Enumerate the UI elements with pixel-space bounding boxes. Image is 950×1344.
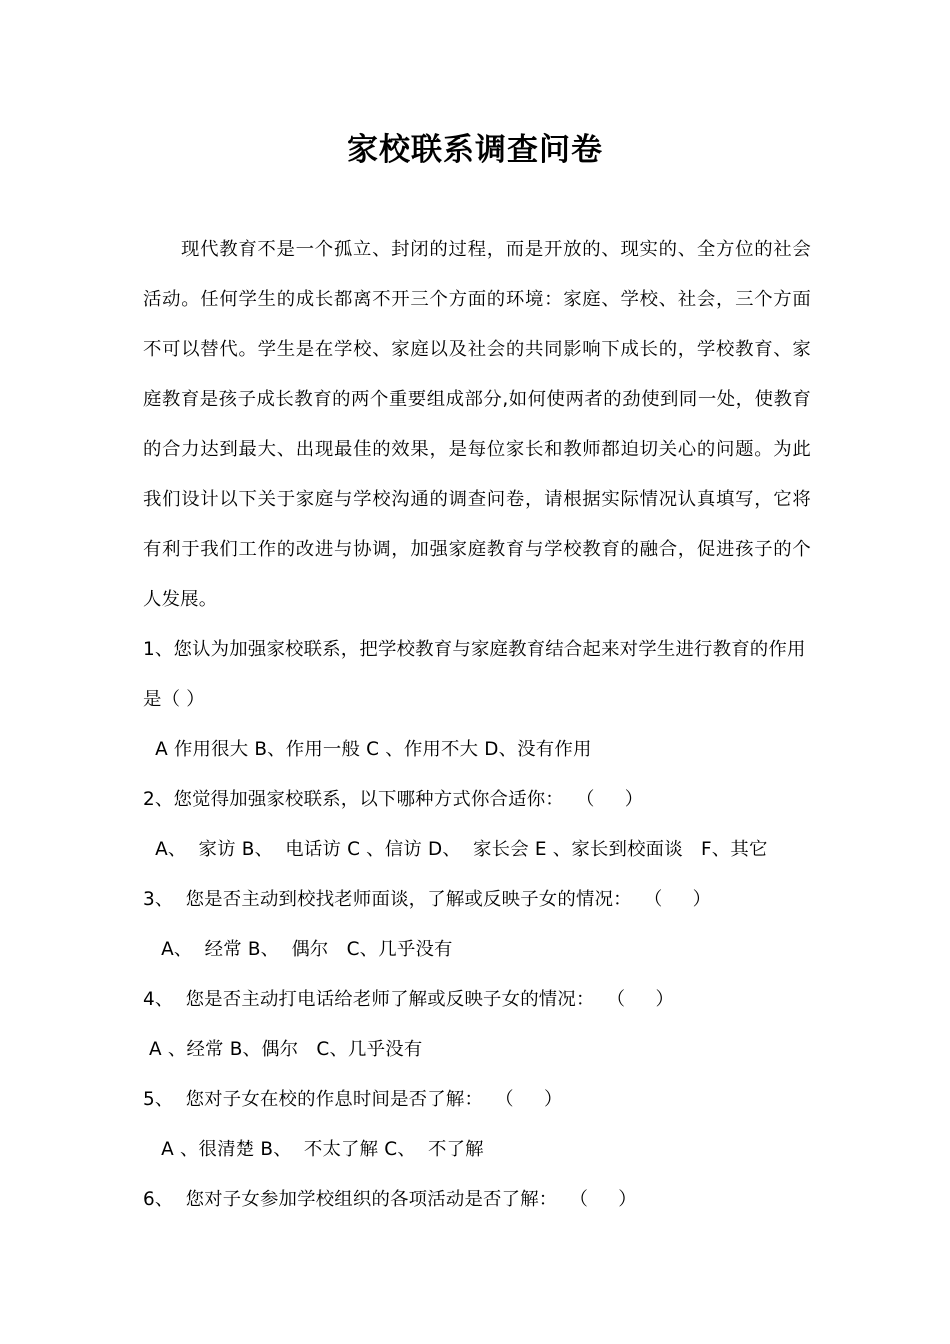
intro-paragraph: 现代教育不是一个孤立、封闭的过程，而是开放的、现实的、全方位的社会活动。任何学生的成长都离不开三个方面的环境：家庭、学校、社会，三个方面不可以替代。学生是在学校、家庭以及社会的共同影响下成长的，学校教育、家庭教育是孩子成长教育的两个重要组成部分,如何使两者的劲使到同一处，使教育的合力达到最大、出现最佳的效果，是每位家长和教师都迫切关心的问题。为此我们设计以下关于家庭与学校沟通的调查问卷，请根据实际情况认真填写，它将有利于我们工作的改进与协调，加强家庭教育与学校教育的融合，促进孩子的个人发展。	[143, 239, 811, 610]
question-3: 3、 您是否主动到校找老师面谈，了解或反映子女的情况： （ ）	[143, 889, 712, 910]
question-5: 5、 您对子女在校的作息时间是否了解： （ ）	[143, 1089, 563, 1110]
document-body	[143, 225, 811, 1225]
question-2-options: A、 家访 B、 电话访 C 、信访 D、 家长会 E 、家长到校面谈 F、其它	[143, 839, 768, 860]
question-1-options: A 作用很大 B、作用一般 C 、作用不大 D、没有作用	[143, 739, 592, 760]
question-4: 4、 您是否主动打电话给老师了解或反映子女的情况： （ ）	[143, 989, 675, 1010]
question-5-options: A 、很清楚 B、 不太了解 C、 不了解	[143, 1139, 484, 1160]
document-title: 家校联系调查问卷	[347, 132, 603, 168]
question-2: 2、您觉得加强家校联系，以下哪种方式你合适你： （ ）	[143, 789, 644, 810]
question-3-options: A、 经常 B、 偶尔 C、几乎没有	[143, 939, 453, 960]
question-6: 6、 您对子女参加学校组织的各项活动是否了解： （ ）	[143, 1189, 637, 1210]
question-4-options: A 、经常 B、偶尔 C、几乎没有	[143, 1039, 423, 1060]
question-1: 1、您认为加强家校联系，把学校教育与家庭教育结合起来对学生进行教育的作用是（ ）	[143, 639, 806, 710]
